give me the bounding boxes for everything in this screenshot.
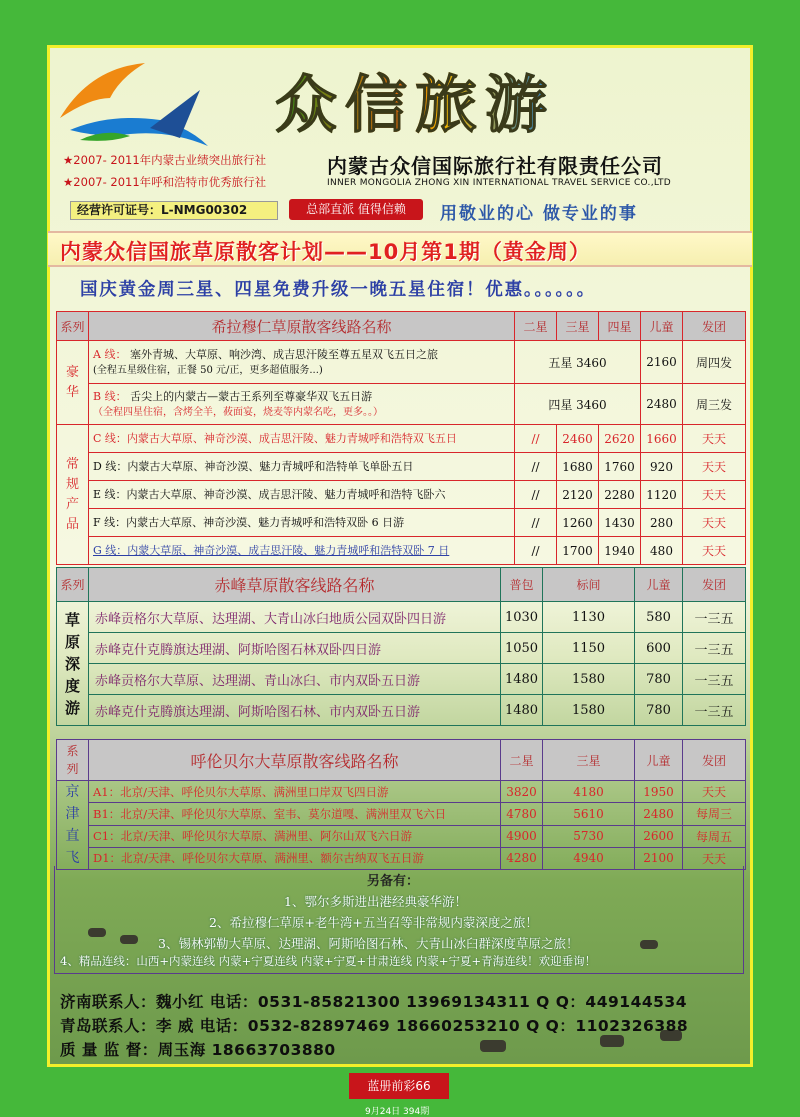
price-cell: 五星 3460 — [515, 341, 641, 384]
price-cell: 1260 — [557, 509, 599, 537]
table-row — [57, 481, 746, 509]
price-cell: 1680 — [557, 453, 599, 481]
child-price: 2160 — [641, 341, 683, 384]
group-label: 常 规 产 品 — [57, 425, 89, 565]
price-cell: 1950 — [635, 781, 683, 803]
company-name: 内蒙古众信国际旅行社有限责任公司 — [327, 154, 663, 178]
route-cell: A1：北京/天津、呼伦贝尔大草原、满洲里口岸双飞四日游 — [89, 781, 501, 803]
price-cell: 280 — [641, 509, 683, 537]
route-code: B 线： — [93, 389, 127, 403]
price-cell: // — [515, 509, 557, 537]
table-header-row — [57, 312, 746, 341]
price-cell: 1480 — [501, 695, 543, 726]
contact-jinan: 济南联系人：魏小红 电话：0531-85821300 13969134311 Q Q：449144534 — [60, 993, 687, 1011]
route-cell: E 线：内蒙古大草原、神奇沙漠、成吉思汗陵、魅力青城呼和浩特飞卧六 — [89, 481, 515, 509]
col-header: 儿童 — [635, 568, 683, 602]
group-label: 豪 华 — [57, 341, 89, 425]
price-cell: 5730 — [543, 825, 635, 847]
price-cell: 2100 — [635, 847, 683, 869]
group-label: 草 原 深 度 游 — [57, 602, 89, 726]
page-label: 蓝册前彩66 — [349, 1073, 449, 1099]
col-header: 发团 — [683, 312, 746, 341]
table-row — [57, 664, 746, 695]
table-row — [57, 425, 746, 453]
price-cell: 3820 — [501, 781, 543, 803]
route-cell: F 线：内蒙古大草原、神奇沙漠、魅力青城呼和浩特双卧 6 日游 — [89, 509, 515, 537]
table-row — [57, 537, 746, 565]
table-row — [57, 633, 746, 664]
col-header: 系列 — [57, 740, 89, 781]
table-row — [57, 695, 746, 726]
note-line: 3、锡林郭勒大草原、达理湖、阿斯哈图石林、大青山冰臼群深度草原之旅！ — [158, 936, 579, 951]
table-row — [57, 341, 746, 384]
slogan: 用敬业的心 做专业的事 — [440, 204, 638, 224]
price-cell: 1050 — [501, 633, 543, 664]
route-cell: 赤峰克什克腾旗达理湖、阿斯哈图石林、市内双卧五日游 — [89, 695, 501, 726]
departure: 一三五 — [683, 633, 746, 664]
contact-qingdao: 青岛联系人：李 威 电话：0532-82897469 18660253210 Q Q：1102326388 — [60, 1017, 689, 1035]
price-cell: 1580 — [543, 695, 635, 726]
hulunbuir-table — [56, 739, 746, 870]
logo-swoosh-icon — [50, 58, 210, 148]
col-header: 系列 — [57, 568, 89, 602]
price-cell: 4900 — [501, 825, 543, 847]
price-cell: 1760 — [599, 453, 641, 481]
departure: 天天 — [683, 847, 746, 869]
price-cell: 1580 — [543, 664, 635, 695]
route-cell — [89, 384, 515, 425]
cow-image — [120, 935, 138, 944]
award-line: ★2007- 2011年内蒙古业绩突出旅行社 — [63, 153, 267, 167]
price-cell: 1030 — [501, 602, 543, 633]
price-cell: 四星 3460 — [515, 384, 641, 425]
departure: 每周五 — [683, 825, 746, 847]
hq-badge: 总部直派 值得信赖 — [289, 199, 423, 220]
company-name-en: INNER MONGOLIA ZHONG XIN INTERNATIONAL TRAVEL SERVICE CO.,LTD — [327, 178, 671, 188]
price-cell: 1130 — [543, 602, 635, 633]
col-header: 三星 — [543, 740, 635, 781]
table-header-row — [57, 740, 746, 781]
note-line: 1、鄂尔多斯进出港经典豪华游！ — [284, 894, 467, 909]
banner-title: 内蒙众信国旅草原散客计划——10月第1期（黄金周） — [60, 240, 591, 264]
departure: 一三五 — [683, 664, 746, 695]
issue-date: 9月24日 394期 — [365, 1107, 430, 1117]
chifeng-table — [56, 567, 746, 726]
route-cell: 赤峰贡格尔大草原、达理湖、大青山冰臼地质公园双卧四日游 — [89, 602, 501, 633]
brand-logo-text: 众信旅游 — [275, 55, 555, 144]
price-cell: // — [515, 425, 557, 453]
table-row — [57, 453, 746, 481]
col-header: 儿童 — [641, 312, 683, 341]
price-cell: 1150 — [543, 633, 635, 664]
child-price: 2480 — [641, 384, 683, 425]
col-header: 系列 — [57, 312, 89, 341]
col-header: 发团 — [683, 740, 746, 781]
price-cell: // — [515, 481, 557, 509]
departure: 周三发 — [683, 384, 746, 425]
price-cell: 4780 — [501, 803, 543, 825]
price-cell: 4180 — [543, 781, 635, 803]
departure: 天天 — [683, 425, 746, 453]
route-cell: D1：北京/天津、呼伦贝尔大草原、满洲里、额尔古纳双飞五日游 — [89, 847, 501, 869]
route-cell: C 线：内蒙古大草原、神奇沙漠、成吉思汗陵、魅力青城呼和浩特双飞五日 — [89, 425, 515, 453]
route-cell: G 线：内蒙大草原、神奇沙漠、成吉思汗陵、魅力青城呼和浩特双卧 7 日 — [89, 537, 515, 565]
price-cell: 4280 — [501, 847, 543, 869]
price-cell: 580 — [635, 602, 683, 633]
route-sub: (全程五星级住宿，正餐 50 元/正，更多超值服务...) — [93, 364, 323, 376]
price-cell: 2280 — [599, 481, 641, 509]
departure: 一三五 — [683, 602, 746, 633]
price-cell: 1700 — [557, 537, 599, 565]
price-cell: // — [515, 537, 557, 565]
table-header-row — [57, 568, 746, 602]
route-desc: 舌尖上的内蒙古—蒙古王系列至尊豪华双飞五日游 — [130, 389, 373, 403]
note-line: 4、精品连线：山西+内蒙连线 内蒙+宁夏连线 内蒙+宁夏+甘肃连线 内蒙+宁夏+青海连线！欢迎垂询！ — [60, 954, 597, 968]
table-row — [57, 384, 746, 425]
departure: 一三五 — [683, 695, 746, 726]
col-header: 标间 — [543, 568, 635, 602]
price-cell: 1120 — [641, 481, 683, 509]
quality-supervisor: 质 量 监 督：周玉海 18663703880 — [60, 1041, 336, 1059]
departure: 每周三 — [683, 803, 746, 825]
price-cell: 2460 — [557, 425, 599, 453]
departure: 天天 — [683, 781, 746, 803]
price-cell: 2480 — [635, 803, 683, 825]
price-cell: // — [515, 453, 557, 481]
route-cell: C1：北京/天津、呼伦贝尔大草原、满洲里、阿尔山双飞六日游 — [89, 825, 501, 847]
col-header: 二星 — [515, 312, 557, 341]
col-header: 发团 — [683, 568, 746, 602]
price-cell: 480 — [641, 537, 683, 565]
cow-image — [480, 1040, 506, 1052]
col-header: 二星 — [501, 740, 543, 781]
departure: 周四发 — [683, 341, 746, 384]
xilamuren-table — [56, 311, 746, 565]
price-cell: 5610 — [543, 803, 635, 825]
price-cell: 2120 — [557, 481, 599, 509]
price-cell: 780 — [635, 664, 683, 695]
table-row — [57, 803, 746, 825]
table-row — [57, 825, 746, 847]
license-number: 经营许可证号：L-NMG00302 — [70, 201, 278, 220]
award-line: ★2007- 2011年呼和浩特市优秀旅行社 — [63, 175, 267, 189]
route-sub: （全程四星住宿，含烤全羊，莜面宴，烧麦等内蒙名吃，更多。。） — [93, 406, 383, 418]
price-cell: 920 — [641, 453, 683, 481]
cow-image — [88, 928, 106, 937]
price-cell: 600 — [635, 633, 683, 664]
route-cell: 赤峰贡格尔大草原、达理湖、青山冰臼、市内双卧五日游 — [89, 664, 501, 695]
col-header: 呼伦贝尔大草原散客线路名称 — [89, 740, 501, 781]
route-cell: D 线：内蒙古大草原、神奇沙漠、魅力青城呼和浩特单飞单卧五日 — [89, 453, 515, 481]
route-desc: 塞外青城、大草原、响沙湾、成吉思汗陵至尊五星双飞五日之旅 — [129, 347, 438, 361]
price-cell: 780 — [635, 695, 683, 726]
note-line: 2、希拉穆仁草原+老牛湾+五当召等非常规内蒙深度之旅！ — [209, 915, 538, 930]
departure: 天天 — [683, 537, 746, 565]
price-cell: 1940 — [599, 537, 641, 565]
notes-title: 另备有： — [367, 874, 420, 889]
departure: 天天 — [683, 509, 746, 537]
departure: 天天 — [683, 481, 746, 509]
cow-image — [600, 1035, 624, 1047]
route-cell: 赤峰克什克腾旗达理湖、阿斯哈图石林双卧四日游 — [89, 633, 501, 664]
price-cell: 2600 — [635, 825, 683, 847]
col-header: 普包 — [501, 568, 543, 602]
departure: 天天 — [683, 453, 746, 481]
route-cell — [89, 341, 515, 384]
cow-image — [640, 940, 658, 949]
promo-text: 国庆黄金周三星、四星免费升级一晚五星住宿！优惠。。。。。。 — [80, 280, 596, 300]
price-cell: 1660 — [641, 425, 683, 453]
route-cell: B1：北京/天津、呼伦贝尔大草原、室韦、莫尔道嘎、满洲里双飞六日 — [89, 803, 501, 825]
col-header: 四星 — [599, 312, 641, 341]
price-cell: 2620 — [599, 425, 641, 453]
col-header: 希拉穆仁草原散客线路名称 — [89, 312, 515, 341]
col-header: 赤峰草原散客线路名称 — [89, 568, 501, 602]
group-label: 京 津 直 飞 — [57, 781, 89, 870]
col-header: 三星 — [557, 312, 599, 341]
table-row — [57, 602, 746, 633]
price-cell: 4940 — [543, 847, 635, 869]
price-cell: 1430 — [599, 509, 641, 537]
col-header: 儿童 — [635, 740, 683, 781]
price-cell: 1480 — [501, 664, 543, 695]
table-row — [57, 509, 746, 537]
table-row — [57, 781, 746, 803]
route-code: A 线： — [93, 347, 127, 361]
